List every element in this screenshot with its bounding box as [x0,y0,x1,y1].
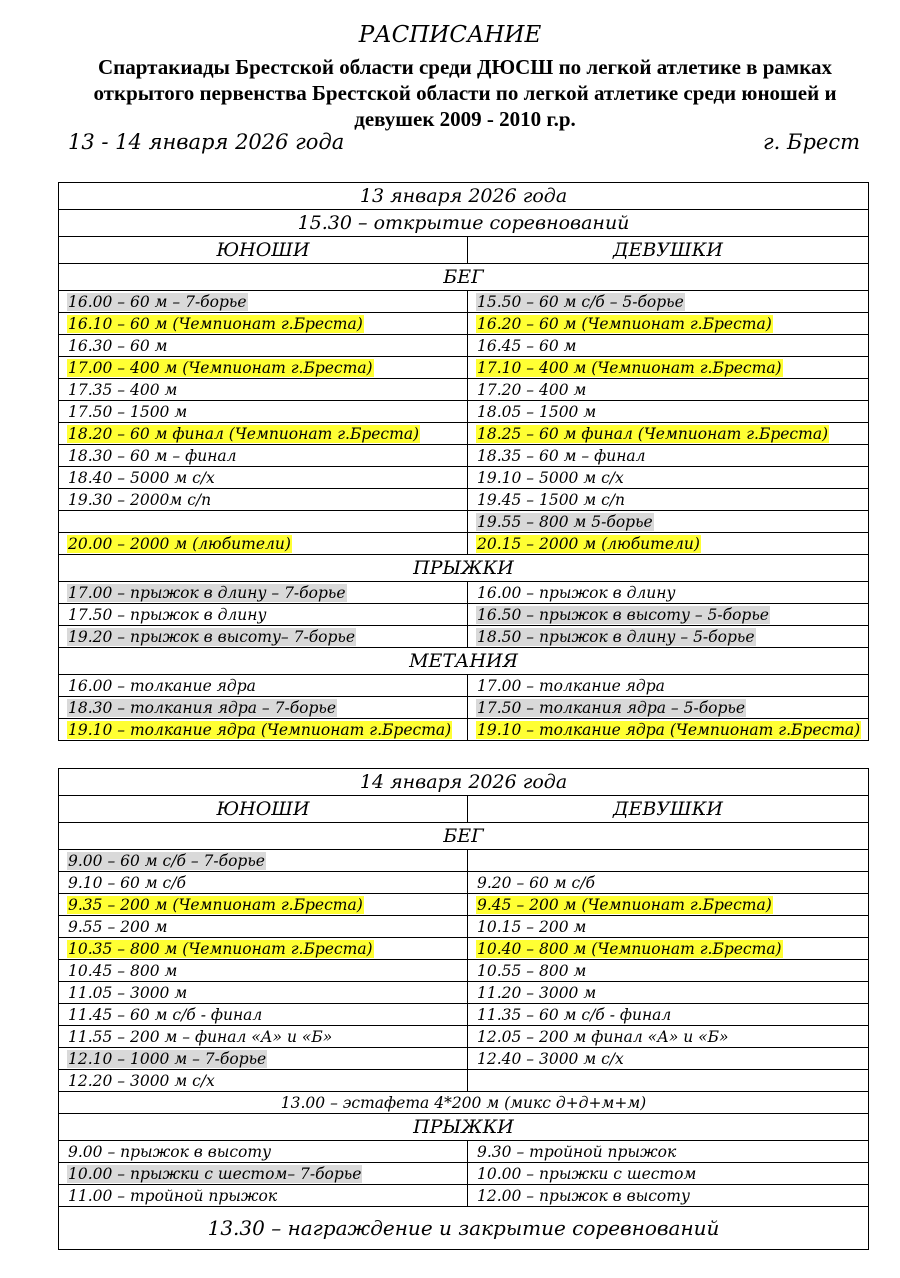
schedule-row [59,379,869,401]
boys-event-cell [59,938,468,960]
girls-event-cell [468,511,869,533]
girls-event: 16.00 – прыжок в длину [477,583,676,602]
boys-event-cell [59,313,468,335]
girls-event-cell [468,719,869,741]
girls-event: 9.20 – 60 м с/б [477,873,595,892]
day1-opening-row [59,210,869,237]
day1-opening: 15.30 – открытие соревнований [59,210,869,237]
girls-event-cell [468,697,869,719]
boys-event: 18.20 – 60 м финал (Чемпионат г.Бреста) [68,424,420,443]
boys-event-cell [59,582,468,604]
event-city: г. Брест [763,130,860,154]
schedule-row [59,982,869,1004]
schedule-row [59,697,869,719]
boys-event-cell [59,533,468,555]
girls-event-cell [468,1070,869,1092]
event-dates: 13 - 14 января 2026 года [68,130,345,154]
girls-event-cell [468,1048,869,1070]
girls-event-cell [468,626,869,648]
schedule-row [59,626,869,648]
boys-event-cell [59,1163,468,1185]
girls-event-cell [468,423,869,445]
boys-event-cell [59,291,468,313]
boys-event: 17.50 – прыжок в длину [68,605,267,624]
boys-event: 11.45 – 60 м с/б - финал [68,1005,263,1024]
girls-event: 18.35 – 60 м – финал [477,446,646,465]
schedule-row [59,313,869,335]
girls-event-cell [468,872,869,894]
girls-event-cell [468,1141,869,1163]
day2-col-boys: ЮНОШИ [59,796,468,823]
boys-event: 9.00 – 60 м с/б – 7-борье [68,851,265,870]
girls-event: 16.45 – 60 м [477,336,577,355]
girls-event: 19.45 – 1500 м с/п [477,490,626,509]
boys-event-cell [59,982,468,1004]
boys-event-cell [59,850,468,872]
day1-throw-title: МЕТАНИЯ [59,648,869,675]
boys-event-cell [59,1185,468,1207]
boys-event-cell [59,1070,468,1092]
boys-event-cell [59,379,468,401]
girls-event-cell [468,675,869,697]
schedule-row [59,1048,869,1070]
day2-run-title: БЕГ [59,823,869,850]
schedule-row [59,1004,869,1026]
girls-event-cell [468,1026,869,1048]
boys-event-cell [59,1048,468,1070]
day2-jump-rows [59,1141,869,1207]
girls-event: 12.00 – прыжок в высоту [477,1186,690,1205]
day2-jump-title: ПРЫЖКИ [59,1114,869,1141]
schedule-row [59,401,869,423]
schedule-row [59,675,869,697]
day2-relay-row [59,1092,869,1114]
schedule-row [59,1026,869,1048]
boys-event-cell [59,872,468,894]
day1-date: 13 января 2026 года [59,183,869,210]
schedule-row [59,1141,869,1163]
boys-event-cell [59,489,468,511]
girls-event: 19.55 – 800 м 5-борье [477,512,653,531]
schedule-row [59,850,869,872]
boys-event-cell [59,1004,468,1026]
boys-event-cell [59,697,468,719]
boys-event-cell [59,916,468,938]
boys-event: 17.50 – 1500 м [68,402,188,421]
schedule-row [59,423,869,445]
day2-closing: 13.30 – награждение и закрытие соревнований [59,1207,869,1250]
schedule-row [59,357,869,379]
girls-event-cell [468,533,869,555]
girls-event: 10.00 – прыжки с шестом [477,1164,697,1183]
page-subtitle: Спартакиады Брестской области среди ДЮСШ по легкой атлетике в рамках открытого первенства Брестской области по легкой атлетике среди юношей и девушек 2009 - 2010 г.р. [93,55,837,131]
boys-event: 10.35 – 800 м (Чемпионат г.Бреста) [68,939,373,958]
schedule-row [59,604,869,626]
girls-event-cell [468,850,869,872]
girls-event: 16.50 – прыжок в высоту – 5-борье [477,605,769,624]
boys-event-cell [59,1026,468,1048]
boys-event: 9.35 – 200 м (Чемпионат г.Бреста) [68,895,363,914]
girls-event: 18.50 – прыжок в длину – 5-борье [477,627,755,646]
girls-event: 17.50 – толкания ядра – 5-борье [477,698,746,717]
boys-event-cell [59,960,468,982]
boys-event-cell [59,467,468,489]
girls-event-cell [468,401,869,423]
boys-event-cell [59,335,468,357]
boys-event-cell [59,894,468,916]
girls-event: 10.40 – 800 м (Чемпионат г.Бреста) [477,939,782,958]
girls-event: 10.15 – 200 м [477,917,587,936]
girls-event-cell [468,916,869,938]
girls-event: 17.10 – 400 м (Чемпионат г.Бреста) [477,358,782,377]
girls-event: 18.05 – 1500 м [477,402,597,421]
day2-relay: 13.00 – эстафета 4*200 м (микс д+д+м+м) [59,1092,869,1114]
girls-event: 11.20 – 3000 м [477,983,597,1002]
girls-event [476,852,478,870]
schedule-row [59,938,869,960]
boys-event-cell [59,675,468,697]
boys-event-cell [59,357,468,379]
schedule-row [59,960,869,982]
day1-run-rows [59,291,869,555]
girls-event: 17.20 – 400 м [477,380,587,399]
schedule-row [59,511,869,533]
schedule-row [59,1070,869,1092]
boys-event-cell [59,401,468,423]
girls-event-cell [468,982,869,1004]
girls-event: 20.15 – 2000 м (любители) [477,534,700,553]
boys-event: 9.00 – прыжок в высоту [68,1142,272,1161]
day1-jump-title: ПРЫЖКИ [59,555,869,582]
schedule-row [59,335,869,357]
boys-event: 16.10 – 60 м (Чемпионат г.Бреста) [68,314,363,333]
schedule-row [59,894,869,916]
day2-run-section-row [59,823,869,850]
girls-event: 12.05 – 200 м финал «А» и «Б» [477,1027,729,1046]
boys-event: 17.00 – прыжок в длину – 7-борье [68,583,346,602]
day1-throw-rows [59,675,869,741]
schedule-row [59,533,869,555]
boys-event: 11.55 – 200 м – финал «А» и «Б» [68,1027,333,1046]
girls-event: 11.35 – 60 м с/б - финал [477,1005,672,1024]
girls-event: 10.55 – 800 м [477,961,587,980]
boys-event: 10.45 – 800 м [68,961,178,980]
boys-event-cell [59,445,468,467]
boys-event: 9.10 – 60 м с/б [68,873,186,892]
boys-event: 16.00 – толкание ядра [68,676,256,695]
boys-event: 17.00 – 400 м (Чемпионат г.Бреста) [68,358,373,377]
girls-event-cell [468,938,869,960]
boys-event-cell [59,511,468,533]
boys-event: 11.00 – тройной прыжок [68,1186,278,1205]
boys-event: 12.20 – 3000 м с/х [68,1071,215,1090]
girls-event-cell [468,445,869,467]
schedule-row [59,582,869,604]
day1-columns-row [59,237,869,264]
girls-event-cell [468,960,869,982]
day1-col-girls: ДЕВУШКИ [468,237,869,264]
girls-event-cell [468,467,869,489]
girls-event-cell [468,489,869,511]
girls-event: 15.50 – 60 м с/б – 5-борье [477,292,684,311]
page-title: РАСПИСАНИЕ [358,22,542,48]
day2-closing-row [59,1207,869,1250]
schedule-row [59,1185,869,1207]
day2-col-girls: ДЕВУШКИ [468,796,869,823]
girls-event: 9.30 – тройной прыжок [477,1142,677,1161]
day2-date-row [59,769,869,796]
boys-event: 18.30 – 60 м – финал [68,446,237,465]
girls-event: 19.10 – 5000 м с/х [477,468,624,487]
day2-jump-section-row [59,1114,869,1141]
schedule-row [59,291,869,313]
girls-event [476,1072,478,1090]
day1-col-boys: ЮНОШИ [59,237,468,264]
boys-event: 19.10 – толкание ядра (Чемпионат г.Бреста) [68,720,452,739]
boys-event: 11.05 – 3000 м [68,983,188,1002]
girls-event-cell [468,1004,869,1026]
girls-event-cell [468,1163,869,1185]
girls-event-cell [468,604,869,626]
day2-date: 14 января 2026 года [59,769,869,796]
girls-event: 16.20 – 60 м (Чемпионат г.Бреста) [477,314,772,333]
boys-event: 19.20 – прыжок в высоту– 7-борье [68,627,356,646]
boys-event-cell [59,423,468,445]
boys-event-cell [59,1141,468,1163]
day1-run-title: БЕГ [59,264,869,291]
day1-run-section-row [59,264,869,291]
girls-event-cell [468,582,869,604]
day1-throw-section-row [59,648,869,675]
girls-event-cell [468,357,869,379]
boys-event: 9.55 – 200 м [68,917,168,936]
girls-event-cell [468,379,869,401]
girls-event: 18.25 – 60 м финал (Чемпионат г.Бреста) [477,424,829,443]
day1-schedule-table [58,182,869,741]
girls-event-cell [468,291,869,313]
boys-event-cell [59,719,468,741]
girls-event-cell [468,313,869,335]
day2-schedule-table [58,768,869,1250]
girls-event-cell [468,894,869,916]
boys-event [67,513,69,531]
girls-event: 19.10 – толкание ядра (Чемпионат г.Бреста) [477,720,861,739]
schedule-row [59,489,869,511]
boys-event: 19.30 – 2000м с/п [68,490,212,509]
boys-event: 20.00 – 2000 м (любители) [68,534,291,553]
boys-event: 12.10 – 1000 м – 7-борье [68,1049,267,1068]
boys-event-cell [59,604,468,626]
schedule-row [59,467,869,489]
schedule-row [59,916,869,938]
boys-event: 18.40 – 5000 м с/х [68,468,215,487]
boys-event: 18.30 – толкания ядра – 7-борье [68,698,337,717]
schedule-row [59,445,869,467]
schedule-row [59,719,869,741]
day1-jump-rows [59,582,869,648]
schedule-row [59,872,869,894]
boys-event: 16.00 – 60 м – 7-борье [68,292,247,311]
day1-date-row [59,183,869,210]
boys-event-cell [59,626,468,648]
girls-event-cell [468,335,869,357]
boys-event: 10.00 – прыжки с шестом– 7-борье [68,1164,362,1183]
boys-event: 16.30 – 60 м [68,336,168,355]
schedule-row [59,1163,869,1185]
day2-run-rows [59,850,869,1092]
girls-event: 17.00 – толкание ядра [477,676,665,695]
girls-event-cell [468,1185,869,1207]
day2-columns-row [59,796,869,823]
boys-event: 17.35 – 400 м [68,380,178,399]
day1-jump-section-row [59,555,869,582]
girls-event: 12.40 – 3000 м с/х [477,1049,624,1068]
girls-event: 9.45 – 200 м (Чемпионат г.Бреста) [477,895,772,914]
